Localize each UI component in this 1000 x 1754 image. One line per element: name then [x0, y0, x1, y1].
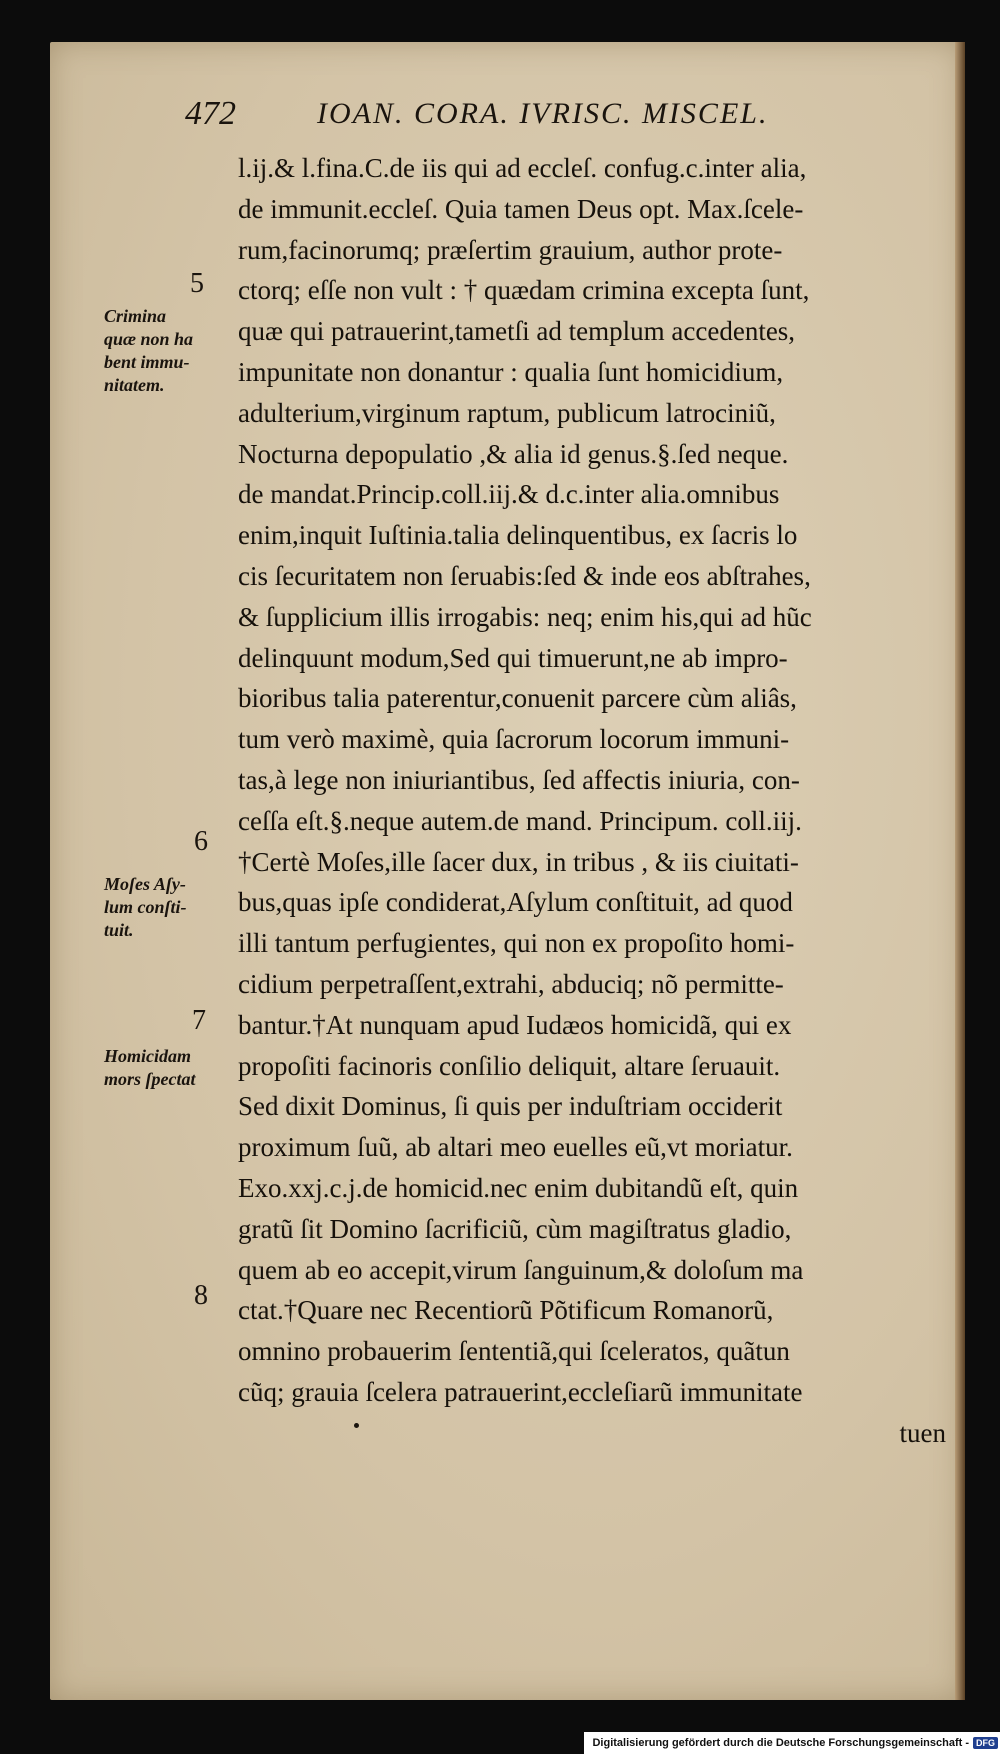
ink-dot	[354, 1423, 359, 1428]
margin-number-8: 8	[194, 1280, 208, 1311]
text-line: tum verò maximè, quia ſacrorum locorum immuni-	[238, 724, 790, 755]
text-line: & ſupplicium illis irrogabis: neq; enim his,qui ad hũc	[238, 601, 812, 632]
text-line: illi tantum perfugientes, qui non ex propoſito homi-	[238, 928, 795, 959]
page-number: 472	[185, 95, 236, 132]
text-line: de mandat.Princip.coll.iij.& d.c.inter alia.omnibus	[238, 479, 780, 510]
margin-note-line: lum conſti-	[104, 897, 187, 917]
text-line: quæ qui patrauerint,tametſi ad templum accedentes,	[238, 316, 796, 347]
margin-note-line: tuit.	[104, 920, 134, 940]
margin-note-line: Crimina	[104, 306, 167, 326]
text-line: †Certè Moſes,ille ſacer dux, in tribus , & iis ciuitati-	[238, 846, 799, 877]
margin-note-line: mors ſpectat	[104, 1069, 196, 1089]
margin-note-moses	[104, 873, 234, 942]
text-line: Exo.xxj.c.j.de homicid.nec enim dubitandũ eſt, quin	[238, 1172, 799, 1203]
body-text	[238, 148, 958, 1454]
text-line: cidium perpetraſſent,extrahi, abduciq; nõ permitte-	[238, 968, 784, 999]
text-line: l.ij.& l.fina.C.de iis qui ad eccleſ. confug.c.inter alia,	[238, 153, 807, 183]
text-line: Sed dixit Dominus, ſi quis per induſtriam occiderit	[238, 1091, 783, 1122]
margin-number-6: 6	[194, 826, 208, 857]
text-line: gratũ ſit Domino ſacrificiũ, cùm magiſtratus gladio,	[238, 1213, 792, 1244]
text-line: ceſſa eſt.§.neque autem.de mand. Principum. coll.iij.	[238, 805, 802, 836]
margin-number-5: 5	[190, 268, 204, 299]
credit-text: Digitalisierung gefördert durch die Deutsche Forschungsgemeinschaft -	[592, 1737, 969, 1749]
text-line: Nocturna depopulatio ,& alia id genus.§.ſed neque.	[238, 438, 789, 469]
text-line: ctat.†Quare nec Recentiorũ Põtificum Romanorũ,	[238, 1295, 774, 1326]
margin-note-crimina	[104, 305, 234, 397]
text-line: impunitate non donantur : qualia ſunt homicidium,	[238, 356, 784, 387]
text-line: rum,facinorumq; præſertim grauium, author prote-	[238, 234, 783, 265]
margin-note-line: bent immu-	[104, 352, 190, 372]
text-line: cũq; grauia ſcelera patrauerint,eccleſiarũ immunitate	[238, 1376, 803, 1407]
running-title: IOAN. CORA. IVRISC. MISCEL.	[317, 97, 769, 130]
text-line: enim,inquit Iuſtinia.talia delinquentibus, ex ſacris lo	[238, 520, 798, 551]
text-line: tas,à lege non iniuriantibus, ſed affectis iniuria, con-	[238, 764, 800, 795]
text-line: ctorq; eſſe non vult : † quædam crimina excepta ſunt,	[238, 275, 810, 306]
text-line: bioribus talia paterentur,conuenit parcere cùm aliâs,	[238, 683, 797, 714]
margin-note-line: nitatem.	[104, 375, 165, 395]
text-line: bantur.†At nunquam apud Iudæos homicidã, qui ex	[238, 1009, 792, 1040]
margin-number-7: 7	[192, 1005, 206, 1036]
margin-note-line: quæ non ha	[104, 329, 194, 349]
text-line: bus,quas ipſe condiderat,Aſylum conſtituit, ad quod	[238, 887, 793, 918]
margin-note-line: Moſes Aſy-	[104, 874, 186, 894]
text-line: propoſiti facinoris conſilio deliquit, altare ſeruauit.	[238, 1050, 781, 1081]
digitization-credit	[584, 1732, 1000, 1754]
text-line: de immunit.eccleſ. Quia tamen Deus opt. Max.ſcele-	[238, 193, 804, 224]
margin-note-homicidam	[104, 1045, 234, 1091]
catchword: tuen	[899, 1417, 946, 1448]
text-line: proximum ſuũ, ab altari meo euelles eũ,vt moriatur.	[238, 1132, 793, 1163]
text-line: delinquunt modum,Sed qui timuerunt,ne ab impro-	[238, 642, 788, 673]
text-line: quem ab eo accepit,virum ſanguinum,& doloſum ma	[238, 1254, 804, 1285]
text-line: cis ſecuritatem non ſeruabis:ſed & inde eos abſtrahes,	[238, 560, 811, 591]
margin-note-line: Homicidam	[104, 1046, 191, 1066]
dfg-logo-icon: DFG	[973, 1737, 998, 1749]
text-line: omnino probauerim ſententiã,qui ſceleratos, quãtun	[238, 1336, 790, 1367]
running-head	[185, 95, 925, 145]
text-line: adulterium,virginum raptum, publicum latrociniũ,	[238, 397, 776, 428]
